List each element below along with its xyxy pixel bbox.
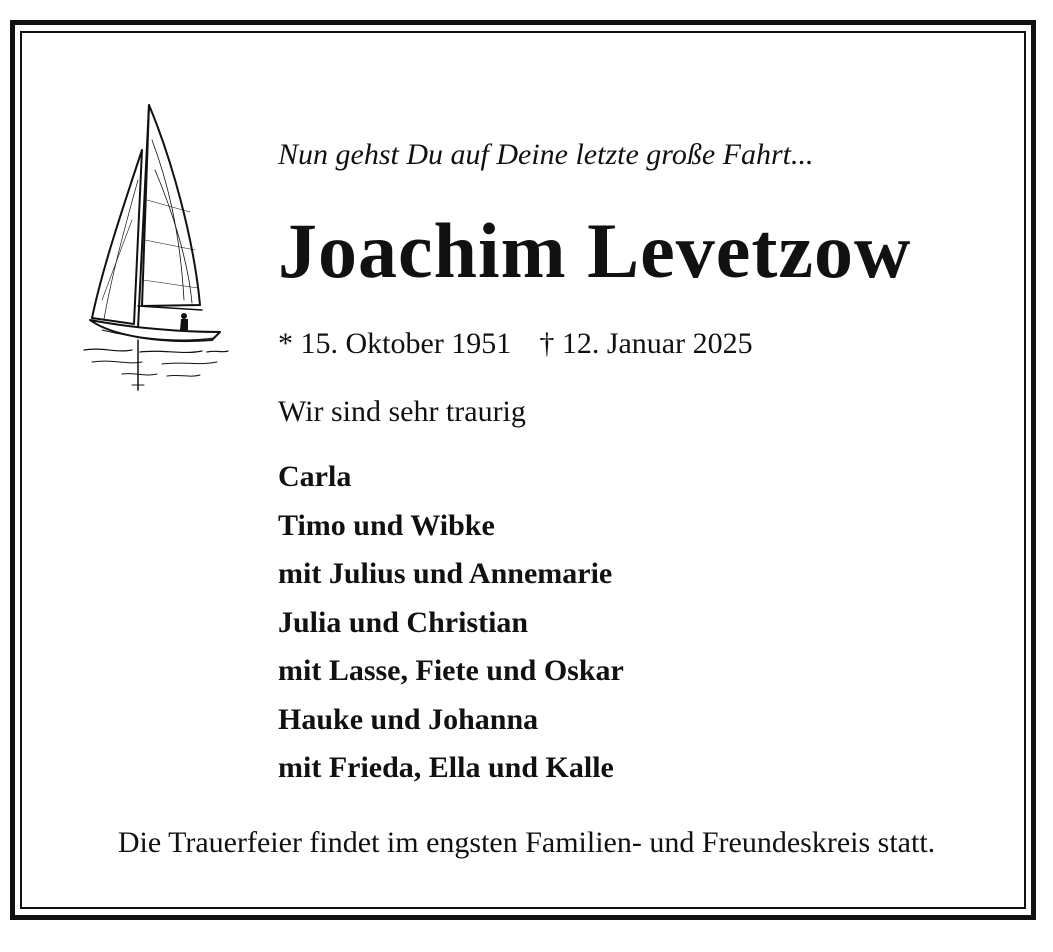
death-date: † 12. Januar 2025 bbox=[539, 327, 753, 360]
life-dates bbox=[278, 327, 753, 361]
funeral-note: Die Trauerfeier findet im engsten Familien- und Freundeskreis statt. bbox=[117, 826, 936, 859]
mourner-line: mit Julius und Annemarie bbox=[278, 557, 613, 590]
mourner-line: Hauke und Johanna bbox=[278, 702, 539, 736]
mourners-list bbox=[278, 453, 624, 793]
mourner-line: Timo und Wibke bbox=[278, 508, 495, 542]
sailboat-icon bbox=[72, 100, 232, 400]
deceased-name: Joachim Levetzow bbox=[278, 207, 912, 294]
motto-line: Nun gehst Du auf Deine letzte große Fahrt... bbox=[278, 138, 814, 171]
mourner-line: mit Frieda, Ella und Kalle bbox=[278, 751, 614, 784]
mourner-line: mit Lasse, Fiete und Oskar bbox=[278, 654, 624, 687]
birth-date: * 15. Oktober 1951 bbox=[278, 327, 512, 360]
sorrow-line: Wir sind sehr traurig bbox=[278, 395, 526, 428]
mourner-line: Julia und Christian bbox=[278, 605, 529, 639]
mourner-line: Carla bbox=[278, 460, 352, 493]
